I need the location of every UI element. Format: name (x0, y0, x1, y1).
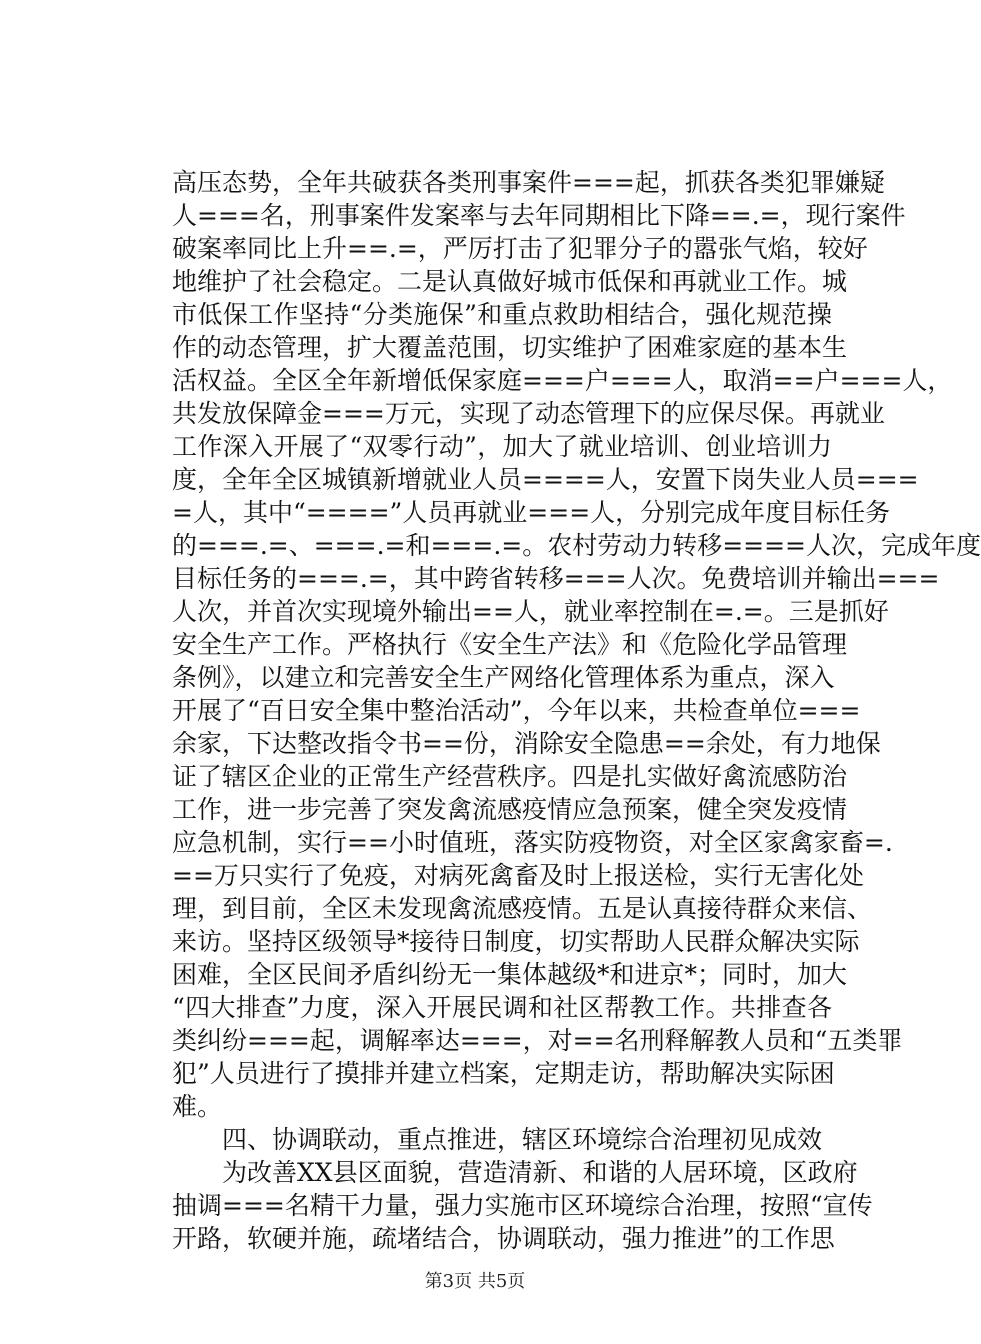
text-line: 开展了“百日安全集中整治活动”，今年以来，共检查单位=== (172, 696, 861, 725)
text-line: 条例》，以建立和完善安全生产网络化管理体系为重点，深入 (172, 663, 835, 692)
text-line: 安全生产工作。严格执行《安全生产法》和《危险化学品管理 (172, 630, 848, 659)
text-line: 难。 (172, 1092, 223, 1121)
text-line: 的===.=、===.=和===.=。农村劳动力转移====人次，完成年度 (172, 531, 981, 560)
text-line: 抽调===名精干力量，强力实施市区环境综合治理，按照“宣传 (172, 1191, 873, 1220)
text-line: 高压态势，全年共破获各类刑事案件===起，抓获各类犯罪嫌疑 (172, 168, 885, 197)
text-line: 活权益。全区全年新增低保家庭===户===人，取消==户===人， (172, 366, 953, 395)
text-line: 开路，软硬并施，疏堵结合，协调联动，强力推进”的工作思 (172, 1224, 835, 1253)
text-line: =人，其中“====”人员再就业===人，分别完成年度目标任务 (172, 498, 891, 527)
text-line: 应急机制，实行==小时值班，落实防疫物资，对全区家禽家畜=. (172, 828, 893, 857)
text-line: 来访。坚持区级领导*接待日制度，切实帮助人民群众解决实际 (172, 927, 860, 956)
text-line: 共发放保障金===万元，实现了动态管理下的应保尽保。再就业 (172, 399, 885, 428)
text-line: 犯”人员进行了摸排并建立档案，定期走访，帮助解决实际困 (172, 1059, 835, 1088)
text-line: “四大排查”力度，深入开展民调和社区帮教工作。共排查各 (172, 993, 832, 1022)
text-line: 类纠纷===起，调解率达===，对==名刑释解教人员和“五类罪 (172, 1026, 903, 1055)
section-heading: 四、协调联动，重点推进，辖区环境综合治理初见成效 (172, 1125, 823, 1154)
text-line: 人次，并首次实现境外输出==人，就业率控制在=.=。三是抓好 (172, 597, 889, 626)
body-text (172, 166, 981, 1255)
text-line: 度，全年全区城镇新增就业人员====人，安置下岗失业人员=== (172, 465, 919, 494)
text-line: 目标任务的===.=，其中跨省转移===人次。免费培训并输出=== (172, 564, 940, 593)
text-line: 工作，进一步完善了突发禽流感疫情应急预案，健全突发疫情 (172, 795, 848, 824)
text-line: 破案率同比上升==.=，严厉打击了犯罪分子的嚣张气焰，较好 (172, 234, 868, 263)
text-line: 理，到目前，全区未发现禽流感疫情。五是认真接待群众来信、 (172, 894, 873, 923)
text-line: 地维护了社会稳定。二是认真做好城市低保和再就业工作。城 (172, 267, 848, 296)
text-line: 为改善XX县区面貌，营造清新、和谐的人居环境，区政府 (172, 1158, 858, 1187)
text-line: 市低保工作坚持“分类施保”和重点救助相结合，强化规范操 (172, 300, 832, 329)
text-line: 证了辖区企业的正常生产经营秩序。四是扎实做好禽流感防治 (172, 762, 848, 791)
page-footer: 第3页 共5页 (424, 1271, 526, 1292)
text-line: ==万只实行了免疫，对病死禽畜及时上报送检，实行无害化处 (172, 861, 864, 890)
text-line: 余家，下达整改指令书==份，消除安全隐患==余处，有力地保 (172, 729, 881, 758)
text-line: 作的动态管理，扩大覆盖范围，切实维护了困难家庭的基本生 (172, 333, 848, 362)
text-line: 人===名，刑事案件发案率与去年同期相比下降==.=，现行案件 (172, 201, 906, 230)
text-line: 工作深入开展了“双零行动”，加大了就业培训、创业培训力 (172, 432, 832, 461)
text-line: 困难，全区民间矛盾纠纷无一集体越级*和进京*；同时，加大 (172, 960, 848, 989)
